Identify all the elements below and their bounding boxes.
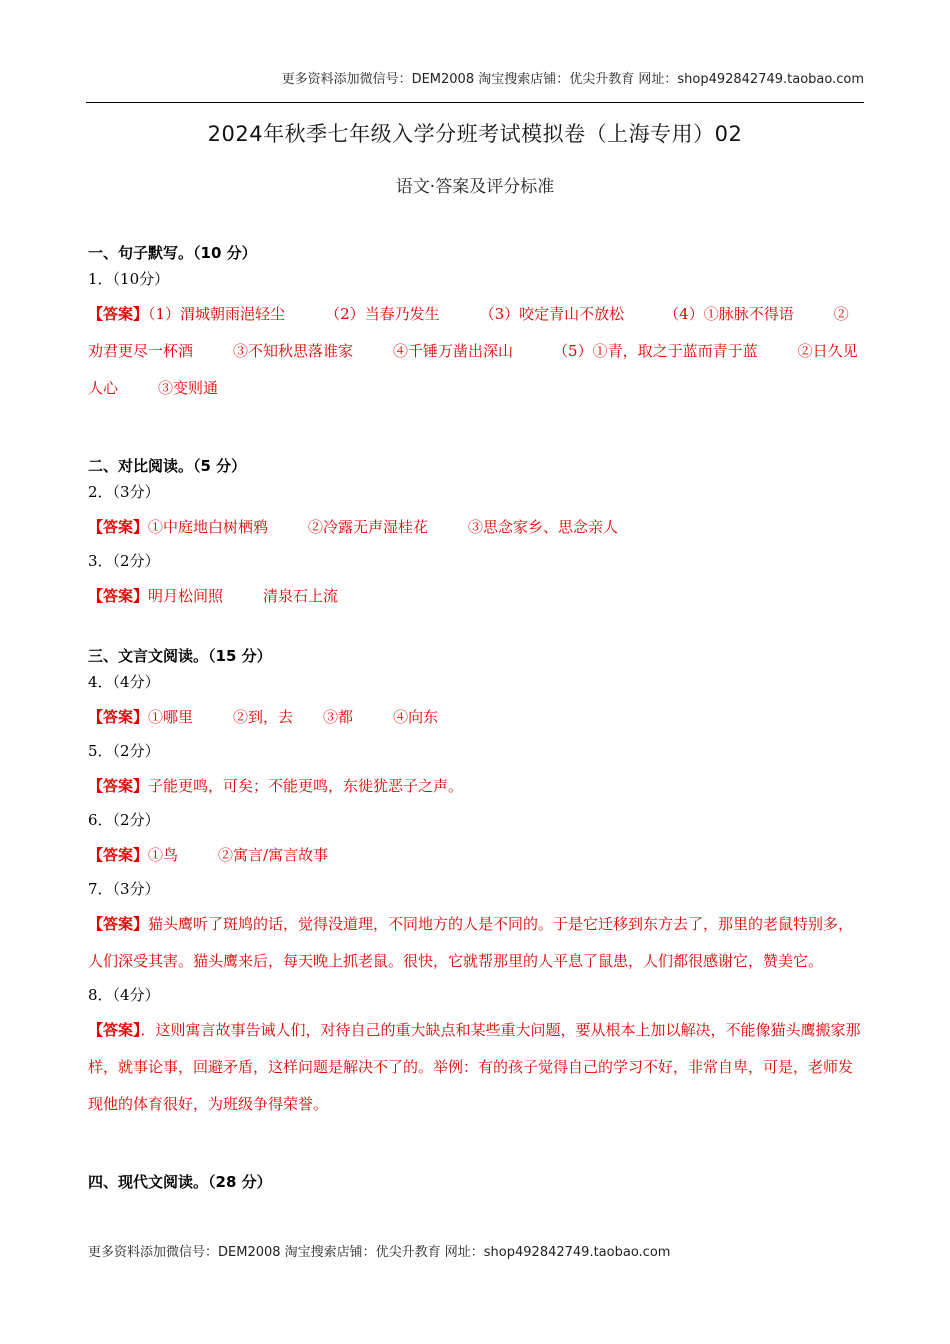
answer-3 — [88, 578, 863, 615]
answer-tag: 【答案】 — [88, 915, 149, 933]
answer-tag: 【答案】 — [88, 846, 149, 864]
answer-part: ①鸟 — [148, 846, 179, 864]
answer-7 — [88, 906, 863, 980]
answer-2 — [88, 509, 863, 546]
answer-part: （3）咬定青山不放松 — [479, 305, 625, 323]
answer-tag: 【答案】 — [88, 587, 149, 605]
answer-part: ④千锤万凿出深山 — [393, 342, 514, 360]
answer-part: ④向东 — [393, 708, 439, 726]
question-label-7: 7．（3分） — [88, 880, 160, 898]
answer-part: （5）①青，取之于蓝而青于蓝 — [553, 342, 758, 360]
answer-8 — [88, 1012, 863, 1123]
answer-part: ③变则通 — [158, 379, 219, 397]
question-label-5: 5．（2分） — [88, 742, 160, 760]
answer-part: （2）当春乃发生 — [325, 305, 440, 323]
answer-part: ①中庭地白树栖鸦 — [148, 518, 269, 536]
question-label-3: 3．（2分） — [88, 552, 160, 570]
question-label-6: 6．（2分） — [88, 811, 160, 829]
header-contact-note: 更多资料添加微信号：DEM2008 淘宝搜索店铺：优尖升教育 网址：shop492842749.taobao.com — [281, 72, 864, 87]
section-heading-2: 二、对比阅读。（5 分） — [88, 457, 247, 475]
section-heading-3: 三、文言文阅读。（15 分） — [88, 647, 272, 665]
answer-part: （1）渭城朝雨浥轻尘 — [148, 305, 286, 323]
document-title: 2024年秋季七年级入学分班考试模拟卷（上海专用）02 — [207, 122, 743, 146]
document-subtitle: 语文·答案及评分标准 — [395, 177, 555, 197]
section-heading-1: 一、句子默写。（10 分） — [88, 244, 257, 262]
answer-part: ②寓言/寓言故事 — [218, 846, 329, 864]
answer-6 — [88, 837, 863, 874]
answer-part: ③都 — [323, 708, 354, 726]
answer-part: （4）①脉脉不得语 — [664, 305, 794, 323]
answer-part: 明月松间照 — [148, 587, 224, 605]
answer-part: ②冷露无声湿桂花 — [308, 518, 429, 536]
section-heading-4: 四、现代文阅读。（28 分） — [88, 1173, 272, 1191]
answer-part: ②日久见人心 — [88, 342, 858, 397]
answer-tag: 【答案】 — [88, 777, 149, 795]
answer-text: 猫头鹰听了斑鸠的话，觉得没道理，不同地方的人是不同的。于是它迁移到东方去了，那里的老鼠特别多，人们深受其害。猫头鹰来后，每天晚上抓老鼠。很快，它就帮那里的人平息了鼠患，人们都很感谢它，赞美它。 — [88, 915, 854, 970]
answer-text: 子能更鸣，可矣；不能更鸣，东徙犹恶子之声。 — [148, 777, 464, 795]
answer-part: ②到，去 — [233, 708, 294, 726]
header-divider — [86, 102, 864, 103]
answer-1 — [88, 296, 863, 407]
answer-part: ①哪里 — [148, 708, 194, 726]
answer-4 — [88, 699, 863, 736]
answer-content — [88, 240, 863, 1195]
question-label-2: 2．（3分） — [88, 483, 160, 501]
question-label-4: 4．（4分） — [88, 673, 160, 691]
footer-contact-note: 更多资料添加微信号：DEM2008 淘宝搜索店铺：优尖升教育 网址：shop492842749.taobao.com — [88, 1245, 671, 1260]
question-label-8: 8．（4分） — [88, 986, 160, 1004]
answer-tag: 【答案】 — [88, 518, 149, 536]
answer-part: ②劝君更尽一杯酒 — [88, 305, 849, 360]
answer-tag: 【答案】 — [88, 708, 149, 726]
answer-part: 清泉石上流 — [263, 587, 339, 605]
answer-tag: 【答案】 — [88, 1021, 141, 1039]
answer-part: ③不知秋思落谁家 — [233, 342, 354, 360]
answer-5 — [88, 768, 863, 805]
answer-tag: 【答案】 — [88, 305, 149, 323]
answer-text: ．这则寓言故事告诫人们，对待自己的重大缺点和某些重大问题，要从根本上加以解决，不能像猫头鹰搬家那样，就事论事，回避矛盾，这样问题是解决不了的。举例：有的孩子觉得自己的学习不好，非常自卑，可是，老师发现他的体育很好，为班级争得荣誉。 — [88, 1021, 861, 1113]
answer-part: ③思念家乡、思念亲人 — [468, 518, 619, 536]
question-label-1: 1．（10分） — [88, 270, 170, 288]
